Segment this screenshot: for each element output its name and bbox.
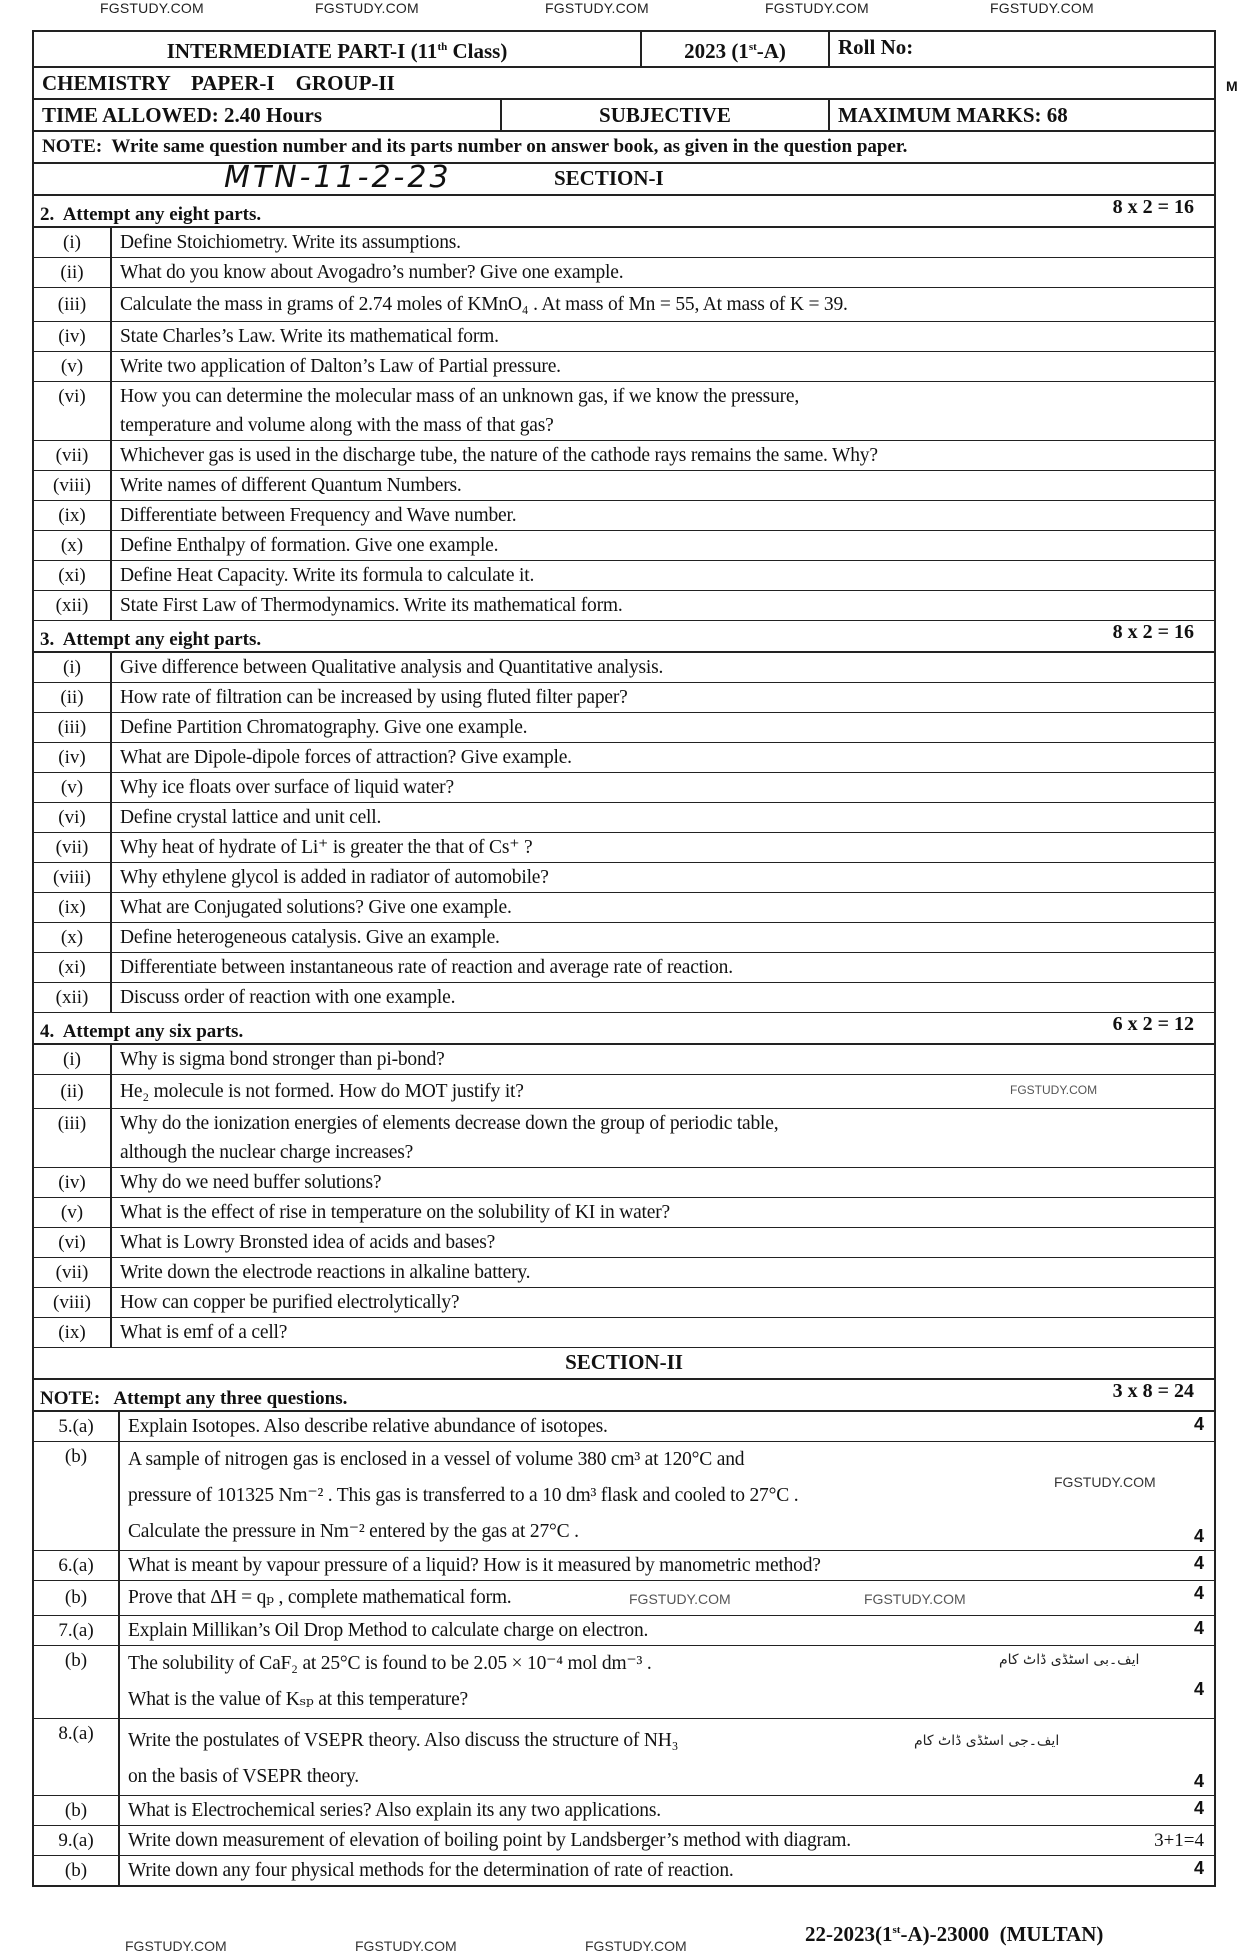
q4-part-8 — [34, 1288, 1214, 1318]
part-text: How rate of filtration can be increased by using fluted filter paper? — [120, 687, 628, 708]
q2-part-6 — [34, 382, 1214, 441]
part-text: Write two application of Dalton’s Law of Partial pressure. — [120, 356, 561, 377]
q3-part-1 — [34, 653, 1214, 683]
part-text: What is Lowry Bronsted idea of acids and bases? — [120, 1232, 496, 1253]
q6b — [34, 1581, 1214, 1616]
section2-title-row — [34, 1348, 1214, 1380]
watermark: FGSTUDY.COM — [315, 0, 419, 16]
watermark: FGSTUDY.COM — [125, 1938, 227, 1954]
question-text-line1: The solubility of CaF₂ at 25°C is found to be 2.05 × 10⁻⁴ mol dm⁻³ . — [128, 1653, 652, 1674]
part-number: (iii) — [34, 1109, 112, 1167]
part-number: (i) — [34, 1045, 112, 1074]
question-text-line1: Write the postulates of VSEPR theory. Also discuss the structure of NH₃ — [128, 1730, 679, 1751]
part-number: (i) — [34, 228, 112, 257]
q3-part-2 — [34, 683, 1214, 713]
urdu-watermark: ایف۔بی اسٹڈی ڈاٹ کام — [999, 1652, 1140, 1668]
part-number: (x) — [34, 923, 112, 952]
question-number: (b) — [34, 1581, 120, 1615]
part-number: (x) — [34, 531, 112, 560]
question-text — [120, 1442, 1154, 1550]
q2-part-4 — [34, 322, 1214, 352]
question-number: (b) — [34, 1442, 120, 1550]
part-number: (ix) — [34, 1318, 112, 1347]
exam-title-text: INTERMEDIATE PART-I (11 — [166, 39, 438, 63]
part-number: (iii) — [34, 288, 112, 321]
part-text: What is the effect of rise in temperature on the solubility of KI in water? — [120, 1202, 670, 1223]
q3-part-4 — [34, 743, 1214, 773]
part-number: (v) — [34, 773, 112, 802]
question-number: (b) — [34, 1856, 120, 1885]
q6a — [34, 1551, 1214, 1581]
roll-no-field[interactable] — [828, 32, 1214, 66]
watermark-row-top — [0, 0, 1250, 22]
max-marks: MAXIMUM MARKS: 68 — [828, 100, 1214, 130]
part-text: How can copper be purified electrolytically? — [120, 1292, 460, 1313]
q4-part-6 — [34, 1228, 1214, 1258]
question-text-line2: pressure of 101325 Nm⁻² . This gas is transferred to a 10 dm³ flask and cooled to 27°C . — [128, 1485, 799, 1506]
watermark: FGSTUDY.COM — [765, 0, 869, 16]
question-text-line1: A sample of nitrogen gas is enclosed in a vessel of volume 380 cm³ at 120°C and — [128, 1449, 745, 1470]
roll-no-label: Roll No: — [838, 35, 914, 59]
part-number: (v) — [34, 352, 112, 381]
question-text-line2: on the basis of VSEPR theory. — [128, 1766, 359, 1787]
urdu-watermark: ایف۔جی اسٹڈی ڈاٹ کام — [914, 1733, 1060, 1749]
part-number: (vii) — [34, 1258, 112, 1287]
session-sup: st — [748, 41, 757, 53]
question-marks: 4 — [1193, 1679, 1204, 1699]
part-text: Why heat of hydrate of Li⁺ is greater the that of Cs⁺ ? — [120, 837, 533, 858]
section2-note — [34, 1380, 1214, 1412]
part-text: State Charles’s Law. Write its mathematical form. — [120, 326, 499, 347]
question-marks: 4 — [1193, 1618, 1204, 1638]
section2-marks: 3 x 8 = 24 — [1112, 1380, 1194, 1402]
header-row-subject — [34, 68, 1214, 100]
paper-code-end: -A)-23000 (MULTAN) — [900, 1922, 1104, 1946]
watermark: FGSTUDY.COM — [585, 1938, 687, 1954]
question-number: 5.(a) — [34, 1412, 120, 1441]
q8b — [34, 1796, 1214, 1826]
part-text: What are Dipole-dipole forces of attraction? Give example. — [120, 747, 572, 768]
part-number: (iv) — [34, 322, 112, 351]
question-text: What is meant by vapour pressure of a liquid? How is it measured by manometric method? — [128, 1555, 821, 1576]
session — [640, 32, 828, 66]
q4-part-3 — [34, 1109, 1214, 1168]
part-text: Whichever gas is used in the discharge tube, the nature of the cathode rays remains the same. Why? — [120, 445, 878, 466]
part-number: (vii) — [34, 441, 112, 470]
question-text: Explain Millikan’s Oil Drop Method to calculate charge on electron. — [128, 1620, 649, 1641]
part-number: (ix) — [34, 501, 112, 530]
q5b — [34, 1442, 1214, 1551]
question-number: 7.(a) — [34, 1616, 120, 1645]
part-text: Define Partition Chromatography. Give one example. — [120, 717, 528, 738]
part-number: (iii) — [34, 713, 112, 742]
part-number: (viii) — [34, 1288, 112, 1317]
watermark: FGSTUDY.COM — [990, 0, 1094, 16]
part-text: He₂ molecule is not formed. How do MOT justify it? — [120, 1081, 524, 1102]
question-number: 9.(a) — [34, 1826, 120, 1855]
question-number: 6.(a) — [34, 1551, 120, 1580]
session-text: 2023 (1 — [684, 39, 749, 63]
part-text: Why ice floats over surface of liquid water? — [120, 777, 454, 798]
question-text: Write down measurement of elevation of boiling point by Landsberger’s method with diagram. — [128, 1830, 851, 1851]
session-end: -A) — [756, 39, 786, 63]
instructions-note: NOTE: Write same question number and its parts number on answer book, as given in the question paper. — [42, 136, 908, 157]
part-text-line2: although the nuclear charge increases? — [120, 1142, 414, 1163]
part-text: Define Enthalpy of formation. Give one example. — [120, 535, 499, 556]
part-text-line2: temperature and volume along with the mass of that gas? — [120, 415, 554, 436]
part-text: Define Heat Capacity. Write its formula to calculate it. — [120, 565, 535, 586]
part-number: (vii) — [34, 833, 112, 862]
question-marks: 4 — [1193, 1414, 1204, 1434]
q9a — [34, 1826, 1214, 1856]
part-number: (ii) — [34, 258, 112, 287]
part-number: (viii) — [34, 471, 112, 500]
q2-part-10 — [34, 531, 1214, 561]
part-text: Why is sigma bond stronger than pi-bond? — [120, 1049, 445, 1070]
q3-part-5 — [34, 773, 1214, 803]
question-text-line2: What is the value of Kₛₚ at this temperature? — [128, 1689, 468, 1710]
subject-line: CHEMISTRY PAPER-I GROUP-II — [42, 71, 395, 95]
part-number: (xii) — [34, 591, 112, 620]
exam-title-end: Class) — [447, 39, 508, 63]
q8a — [34, 1719, 1214, 1796]
part-number: (vi) — [34, 382, 112, 440]
part-text: Why ethylene glycol is added in radiator of automobile? — [120, 867, 549, 888]
q4-heading-text: 4. Attempt any six parts. — [40, 1021, 244, 1042]
part-number: (vi) — [34, 1228, 112, 1257]
paper-code-sup: st — [892, 1924, 901, 1936]
part-text: What do you know about Avogadro’s number? Give one example. — [120, 262, 624, 283]
question-number: (b) — [34, 1796, 120, 1825]
question-marks: 4 — [1193, 1526, 1204, 1546]
q3-part-11 — [34, 953, 1214, 983]
q4-part-1 — [34, 1045, 1214, 1075]
q7b — [34, 1646, 1214, 1719]
watermark: FGSTUDY.COM — [1054, 1474, 1156, 1490]
part-text: Differentiate between Frequency and Wave number. — [120, 505, 517, 526]
q4-part-5 — [34, 1198, 1214, 1228]
part-text: State First Law of Thermodynamics. Write its mathematical form. — [120, 595, 623, 616]
q5a — [34, 1412, 1214, 1442]
q2-part-11 — [34, 561, 1214, 591]
q4-part-4 — [34, 1168, 1214, 1198]
q2-part-2 — [34, 258, 1214, 288]
q3-heading-text: 3. Attempt any eight parts. — [40, 629, 262, 650]
part-number: (iv) — [34, 743, 112, 772]
part-text: Define Stoichiometry. Write its assumptions. — [120, 232, 461, 253]
part-number: (iv) — [34, 1168, 112, 1197]
part-text-line1: How you can determine the molecular mass of an unknown gas, if we know the pressure, — [120, 386, 800, 407]
q3-part-8 — [34, 863, 1214, 893]
paper-type: SUBJECTIVE — [500, 100, 828, 130]
part-number: (xii) — [34, 983, 112, 1012]
handwritten-code: MTN-11-2-23 — [224, 160, 452, 195]
watermark: FGSTUDY.COM — [1010, 1083, 1098, 1097]
question-number: (b) — [34, 1646, 120, 1718]
time-allowed: TIME ALLOWED: 2.40 Hours — [42, 103, 323, 127]
part-number: (ix) — [34, 893, 112, 922]
header-row-note — [34, 132, 1214, 164]
exam-title — [34, 32, 640, 66]
paper-code-text: 22-2023(1 — [805, 1922, 893, 1946]
q3-part-7 — [34, 833, 1214, 863]
question-number: 8.(a) — [34, 1719, 120, 1795]
watermark: FGSTUDY.COM — [100, 0, 204, 16]
question-text: Prove that ΔH = qₚ , complete mathematical form. — [128, 1587, 512, 1608]
q2-marks: 8 x 2 = 16 — [1112, 196, 1194, 218]
q3-heading — [34, 621, 1214, 653]
q2-part-1 — [34, 228, 1214, 258]
q2-part-3 — [34, 288, 1214, 322]
q2-heading-text: 2. Attempt any eight parts. — [40, 204, 262, 225]
q3-part-6 — [34, 803, 1214, 833]
part-number: (ii) — [34, 1075, 112, 1108]
part-text: Differentiate between instantaneous rate of reaction and average rate of reaction. — [120, 957, 733, 978]
q7a — [34, 1616, 1214, 1646]
part-text: Define crystal lattice and unit cell. — [120, 807, 382, 828]
q4-marks: 6 x 2 = 12 — [1112, 1013, 1194, 1035]
q4-heading — [34, 1013, 1214, 1045]
part-text: Discuss order of reaction with one example. — [120, 987, 456, 1008]
part-text: What is emf of a cell? — [120, 1322, 288, 1343]
side-mark: M — [1226, 78, 1238, 94]
q2-part-7 — [34, 441, 1214, 471]
q3-part-3 — [34, 713, 1214, 743]
part-number: (vi) — [34, 803, 112, 832]
q2-heading — [34, 196, 1214, 228]
header-row-title — [34, 32, 1214, 68]
part-number: (xi) — [34, 953, 112, 982]
section1-title-row — [34, 160, 1214, 196]
q2-part-9 — [34, 501, 1214, 531]
part-text: Calculate the mass in grams of 2.74 moles of KMnO₄ . At mass of Mn = 55, At mass of K = 39. — [120, 294, 848, 315]
part-text: Write names of different Quantum Numbers. — [120, 475, 462, 496]
q4-part-7 — [34, 1258, 1214, 1288]
question-text: Explain Isotopes. Also describe relative abundance of isotopes. — [128, 1416, 608, 1437]
q2-part-5 — [34, 352, 1214, 382]
q2-part-8 — [34, 471, 1214, 501]
question-text: What is Electrochemical series? Also explain its any two applications. — [128, 1800, 661, 1821]
question-marks: 4 — [1193, 1553, 1204, 1573]
q3-parts — [34, 653, 1214, 1013]
q3-part-12 — [34, 983, 1214, 1013]
question-marks: 4 — [1193, 1771, 1204, 1791]
paper-code — [805, 1922, 1103, 1947]
section2-note-text: NOTE: Attempt any three questions. — [40, 1388, 348, 1409]
q4-part-9 — [34, 1318, 1214, 1348]
part-text: Why do we need buffer solutions? — [120, 1172, 382, 1193]
watermark: FGSTUDY.COM — [864, 1591, 966, 1607]
part-number: (v) — [34, 1198, 112, 1227]
part-text — [112, 1109, 1214, 1167]
question-marks: 3+1=4 — [1154, 1830, 1204, 1851]
part-text — [112, 382, 1214, 440]
part-text: Define heterogeneous catalysis. Give an example. — [120, 927, 500, 948]
question-marks: 4 — [1193, 1798, 1204, 1818]
q3-part-10 — [34, 923, 1214, 953]
q3-part-9 — [34, 893, 1214, 923]
exam-paper — [32, 30, 1216, 1887]
question-text-line3: Calculate the pressure in Nm⁻² entered by the gas at 27°C . — [128, 1521, 579, 1542]
part-text-line1: Why do the ionization energies of elements decrease down the group of periodic table, — [120, 1113, 779, 1134]
watermark: FGSTUDY.COM — [629, 1591, 731, 1607]
question-marks: 4 — [1193, 1583, 1204, 1603]
part-text: What are Conjugated solutions? Give one example. — [120, 897, 512, 918]
exam-title-sup: th — [437, 41, 448, 53]
section1-title: SECTION-I — [554, 166, 664, 190]
q9b — [34, 1856, 1214, 1887]
question-marks: 4 — [1193, 1858, 1204, 1878]
q3-marks: 8 x 2 = 16 — [1112, 621, 1194, 643]
part-text: Write down the electrode reactions in alkaline battery. — [120, 1262, 531, 1283]
part-number: (xi) — [34, 561, 112, 590]
question-text — [120, 1719, 1154, 1795]
q2-part-12 — [34, 591, 1214, 621]
header-row-time — [34, 100, 1214, 132]
section2-questions — [34, 1412, 1214, 1887]
part-number: (i) — [34, 653, 112, 682]
part-number: (viii) — [34, 863, 112, 892]
question-text: Write down any four physical methods for the determination of rate of reaction. — [128, 1860, 734, 1881]
q2-parts — [34, 228, 1214, 621]
section2-title: SECTION-II — [565, 1350, 683, 1374]
part-text: Give difference between Qualitative analysis and Quantitative analysis. — [120, 657, 664, 678]
part-number: (ii) — [34, 683, 112, 712]
watermark: FGSTUDY.COM — [545, 0, 649, 16]
watermark: FGSTUDY.COM — [355, 1938, 457, 1954]
